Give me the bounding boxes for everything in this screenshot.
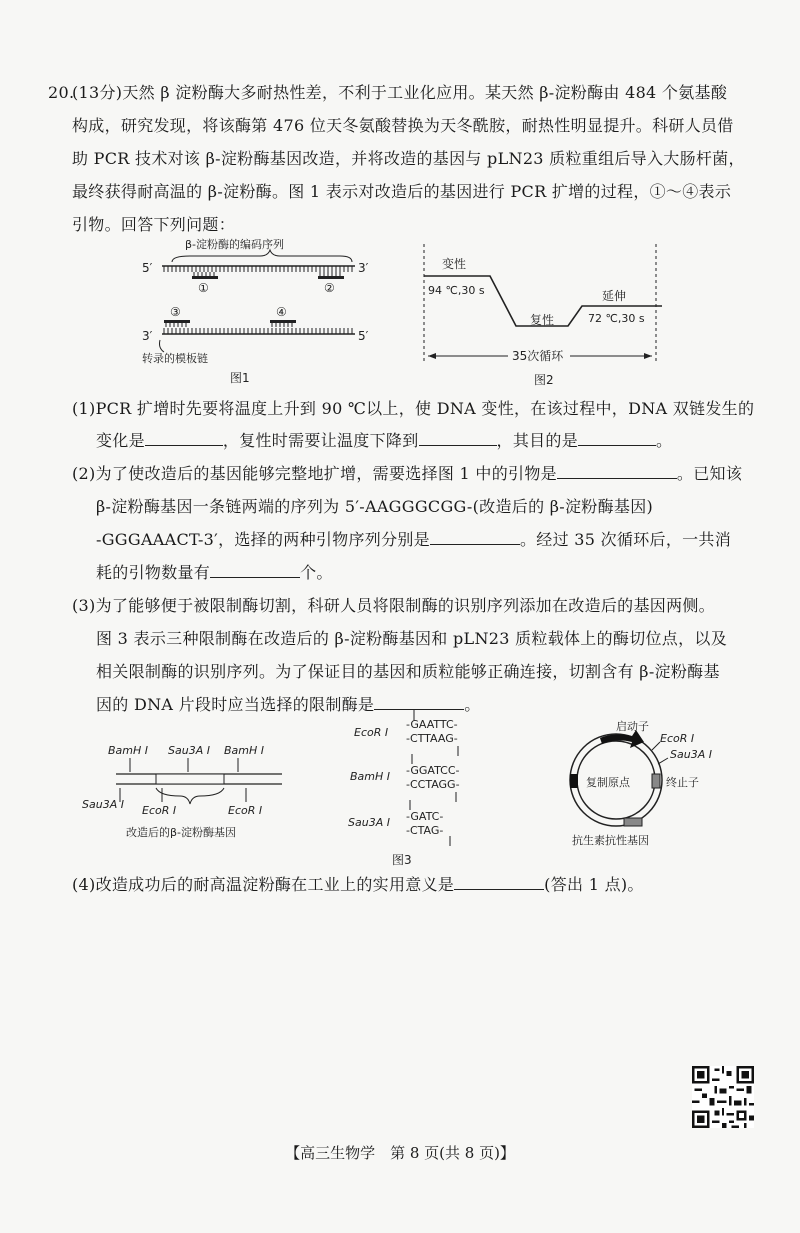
fig3-gene-box xyxy=(156,774,224,784)
fig2-extend-condition: 72 ℃,30 s xyxy=(588,312,645,325)
intro-line-5: 引物。回答下列问题： xyxy=(72,215,236,234)
q3-line-1: (3)为了能够便于被限制酶切割，科研人员将限制酶的识别序列添加在改造后的基因两侧。 xyxy=(72,596,715,615)
fig1-primer-4-bar xyxy=(270,320,296,323)
fig2-cycles-label: 35次循环 xyxy=(512,349,564,363)
figure-1-pcr-diagram xyxy=(130,236,380,386)
q4-text-a: (4)改造成功后的耐高温淀粉酶在工业上的实用意义是 xyxy=(72,875,455,894)
fig3-resistance-label: 抗生素抗性基因 xyxy=(572,834,649,847)
fig2-anneal-label: 复性 xyxy=(530,313,555,327)
qr-code xyxy=(692,1066,754,1128)
intro-line-4: 最终获得耐高温的 β-淀粉酶。图 1 表示对改造后的基因进行 PCR 扩增的过程，①～④表示 xyxy=(72,182,732,201)
q1-blank-3[interactable] xyxy=(578,431,656,446)
fig3-terminator-block xyxy=(652,774,660,788)
fig3-plasmid-sau3a1-label: Sau3A Ⅰ xyxy=(670,748,712,761)
q2-text-e: 耗的引物数量有 xyxy=(96,563,211,582)
intro-line-1: (13分)天然 β 淀粉酶大多耐热性差，不利于工业化应用。某天然 β-淀粉酶由 484 个氨基酸 xyxy=(72,83,728,102)
fig3-sau3a1-name: Sau3A Ⅰ xyxy=(348,816,390,829)
intro-line-3: 助 PCR 技术对该 β-淀粉酶基因改造，并将改造的基因与 pLN23 质粒重组后导入大肠杆菌， xyxy=(72,149,745,168)
fig3-promoter-label: 启动子 xyxy=(616,720,649,733)
question-number: 20. xyxy=(48,83,75,102)
fig1-template-pointer xyxy=(160,340,165,352)
fig1-top-ticks xyxy=(164,266,352,272)
q1-text-d: 。 xyxy=(656,431,673,450)
fig3-sau3a1-bot-seq: -CTAG- xyxy=(406,824,444,837)
q2-blank-2[interactable] xyxy=(430,530,520,545)
fig3-bamh1-right-label: BamH Ⅰ xyxy=(224,744,265,757)
fig3-ecor1-name: EcoR Ⅰ xyxy=(354,726,389,739)
q1-line-2 xyxy=(96,430,672,452)
fig3-ecor1-right-label: EcoR Ⅰ xyxy=(228,804,263,817)
fig3-ecor1-top-seq: -GAATTC- xyxy=(406,718,458,731)
q1-blank-2[interactable] xyxy=(419,431,497,446)
page-footer: 【高三生物学 第 8 页(共 8 页)】 xyxy=(285,1144,515,1162)
fig3-sau3a1-top-label: Sau3A Ⅰ xyxy=(168,744,210,757)
q2-blank-3[interactable] xyxy=(210,563,300,578)
fig1-primer-1-label: ① xyxy=(198,281,209,295)
fig3-bamh1-top-seq: -GGATCC- xyxy=(406,764,460,777)
q4-blank-1[interactable] xyxy=(454,875,544,890)
intro-line-2: 构成，研究发现，将该酶第 476 位天冬氨酸替换为天冬酰胺，耐热性明显提升。科研人员借 xyxy=(72,116,734,135)
q4-line xyxy=(72,874,644,896)
fig1-bottom-5prime: 5′ xyxy=(358,329,369,343)
fig1-primer-4-ticks xyxy=(272,323,292,327)
fig1-primer-4-label: ④ xyxy=(276,305,287,319)
fig1-primer-3-bar xyxy=(164,320,190,323)
fig1-bottom-ticks xyxy=(164,328,352,334)
fig1-primer-2-bar xyxy=(318,276,344,279)
fig1-primer-1-bar xyxy=(192,276,218,279)
fig2-denature-label: 变性 xyxy=(442,257,467,271)
fig3-sau3a1-bottom-label: Sau3A Ⅰ xyxy=(82,798,124,811)
fig3-origin-block xyxy=(570,774,578,788)
fig3-sau3a1-top-seq: -GATC- xyxy=(406,810,444,823)
q3-text-b: 。 xyxy=(464,695,481,714)
q3-text-a: 因的 DNA 片段时应当选择的限制酶是 xyxy=(96,695,375,714)
q4-text-b: (答出 1 点)。 xyxy=(544,875,644,894)
q2-text-d: 。经过 35 次循环后，一共消 xyxy=(520,530,732,549)
q1-line-1: (1)PCR 扩增时先要将温度上升到 90 ℃以上，使 DNA 变性，在该过程中，DNA 双链发生的 xyxy=(72,399,755,418)
fig3-terminator-label: 终止子 xyxy=(666,776,699,789)
fig1-primer-2-ticks xyxy=(320,272,340,276)
q1-text-b: ，复性时需要让温度下降到 xyxy=(222,431,419,450)
figure-3-gene-diagram xyxy=(80,738,290,846)
q2-line-4 xyxy=(96,562,333,584)
fig2-caption: 图2 xyxy=(534,373,554,386)
fig3-gene-brace xyxy=(156,788,224,804)
q3-line-3: 相关限制酶的识别序列。为了保证目的基因和质粒能够正确连接，切割含有 β-淀粉酶基 xyxy=(96,662,720,681)
fig3-caption: 图3 xyxy=(392,853,412,867)
figure-3-recognition-sequences xyxy=(340,704,510,869)
fig1-brace xyxy=(172,250,352,262)
fig3-bamh1-bot-seq: -CCTAGG- xyxy=(406,778,460,791)
fig3-sau3a1-pointer xyxy=(658,758,668,764)
q2-blank-1[interactable] xyxy=(557,464,677,479)
fig3-ecor1-pointer xyxy=(652,742,660,750)
figure-2-pcr-temperature-chart xyxy=(410,244,670,386)
fig1-caption: 图1 xyxy=(230,371,250,385)
q2-line-2: β-淀粉酶基因一条链两端的序列为 5′-AAGGGCGG-(改造后的 β-淀粉酶基因) xyxy=(96,497,654,516)
fig3-resistance-block xyxy=(624,818,642,826)
fig3-ecor1-left-label: EcoR Ⅰ xyxy=(142,804,177,817)
figure-3-plasmid-diagram xyxy=(556,720,756,850)
fig3-bamh1-left-label: BamH Ⅰ xyxy=(108,744,149,757)
fig2-denature-condition: 94 ℃,30 s xyxy=(428,284,485,297)
q1-text-c: ，其目的是 xyxy=(496,431,579,450)
q2-text-c: -GGGAAACT-3′，选择的两种引物序列分别是 xyxy=(96,530,430,549)
fig1-bottom-3prime: 3′ xyxy=(142,329,153,343)
q2-line-1 xyxy=(72,463,742,485)
fig1-primer-3-ticks xyxy=(166,323,186,327)
fig1-primer-2-label: ② xyxy=(324,281,335,295)
fig1-primer-3-label: ③ xyxy=(170,305,181,319)
fig3-plasmid-ecor1-label: EcoR Ⅰ xyxy=(660,732,695,745)
fig1-template-label: 转录的模板链 xyxy=(142,352,208,365)
fig3-gene-label: 改造后的β-淀粉酶基因 xyxy=(126,826,236,839)
fig3-bamh1-name: BamH Ⅰ xyxy=(350,770,391,783)
q1-blank-1[interactable] xyxy=(145,431,223,446)
q2-text-a: (2)为了使改造后的基因能够完整地扩增，需要选择图 1 中的引物是 xyxy=(72,464,557,483)
q2-text-b: 。已知该 xyxy=(676,464,743,483)
q1-text-a: 变化是 xyxy=(96,431,145,450)
fig2-extend-label: 延伸 xyxy=(602,289,627,303)
fig1-coding-label: β-淀粉酶的编码序列 xyxy=(185,238,284,251)
fig1-top-5prime: 5′ xyxy=(142,261,153,275)
fig1-top-3prime: 3′ xyxy=(358,261,369,275)
fig3-ecor1-bot-seq: -CTTAAG- xyxy=(406,732,458,745)
fig1-primer-1-ticks xyxy=(194,272,214,276)
fig3-origin-label: 复制原点 xyxy=(586,776,630,789)
q2-text-f: 个。 xyxy=(300,563,333,582)
q3-line-2: 图 3 表示三种限制酶在改造后的 β-淀粉酶基因和 pLN23 质粒载体上的酶切位点，以及 xyxy=(96,629,727,648)
q2-line-3 xyxy=(96,529,731,551)
